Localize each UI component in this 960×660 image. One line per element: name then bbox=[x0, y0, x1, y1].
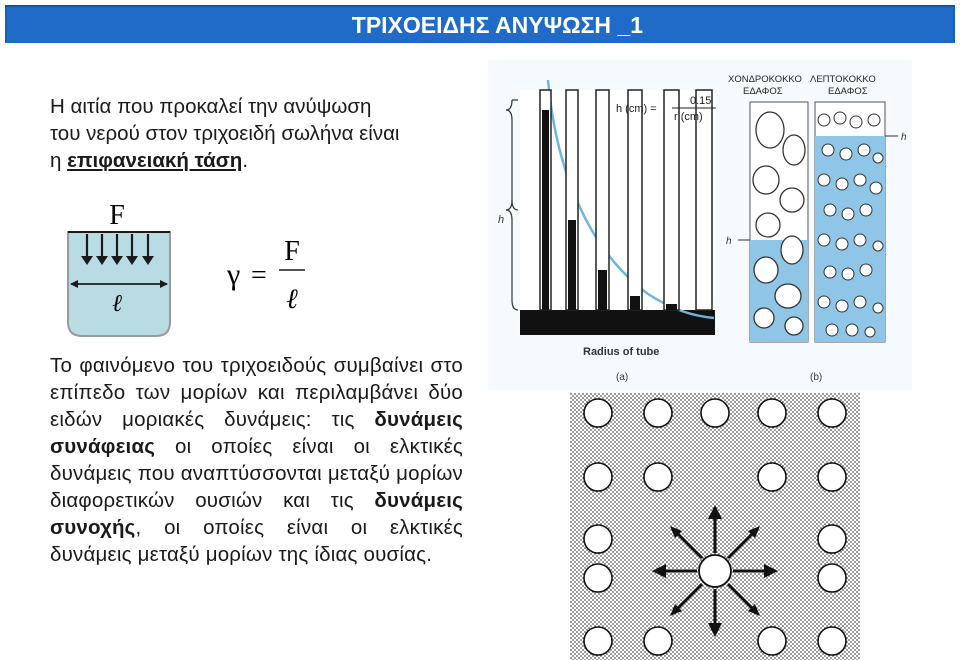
h-label-left: h bbox=[498, 214, 505, 226]
intro-line-2: του νερού στον τριχοειδή σωλήνα είναι bbox=[50, 122, 400, 145]
figure-formula-den: r (cm) bbox=[674, 111, 703, 123]
surface-tension-formula bbox=[215, 228, 325, 318]
body-paragraph: Το φαινόμενο του τριχοειδούς συμβαίνει στο επίπεδο των μορίων και περιλαμβάνει δύο ειδών μοριακές δυνάμεις: τις δυνάμεις συνάφειας οι οποίες είναι οι ελκτικές δυνάμεις που αναπτύσσονται μεταξύ μορίων διαφορετικών ουσιών και τις δυνάμεις συνοχής, οι οποίες είναι οι ελκτικές δυνάμεις μεταξύ μορίων της ίδιας ουσίας. bbox=[50, 354, 463, 566]
radius-axis-label: Radius of tube bbox=[583, 346, 660, 358]
formula-denominator: ℓ bbox=[286, 284, 298, 315]
figure-formula-num: 0.15 bbox=[690, 95, 712, 107]
coarse-soil-label-2: ΕΔΑΦΟΣ bbox=[743, 86, 783, 97]
formula-numerator: F bbox=[284, 236, 300, 267]
coarse-soil-label: ΧΟΝΔΡΟΚΟΚΚΟ bbox=[728, 74, 802, 85]
figure-formula-lhs: h (cm) = bbox=[616, 103, 657, 115]
h-label-coarse: h bbox=[726, 236, 732, 247]
surface-tension-term: επιφανειακή τάση bbox=[67, 149, 243, 172]
capillary-soil-figure bbox=[488, 60, 912, 390]
fine-soil-label-2: ΕΔΑΦΟΣ bbox=[828, 86, 868, 97]
central-molecule bbox=[699, 555, 731, 587]
fine-soil-label: ΛΕΠΤΟΚΟΚΚΟ bbox=[810, 74, 876, 85]
surface-force-diagram bbox=[65, 196, 175, 342]
cohesion-forces-term: δυνάμεις συνοχής bbox=[50, 489, 463, 539]
panel-b-label: (b) bbox=[810, 372, 823, 383]
molecular-forces-figure bbox=[570, 393, 860, 660]
adhesion-forces-term: δυνάμεις συνάφειας bbox=[50, 408, 463, 458]
formula-equals: = bbox=[251, 260, 267, 291]
length-label: ℓ bbox=[112, 291, 122, 317]
formula-lhs: γ bbox=[227, 258, 241, 291]
water-reservoir bbox=[520, 310, 715, 335]
title-bar bbox=[5, 5, 955, 43]
intro-line-3: η επιφανειακή τάση. bbox=[50, 149, 249, 172]
h-label-fine: h bbox=[901, 132, 907, 143]
intro-text bbox=[50, 93, 468, 174]
force-label: F bbox=[109, 200, 125, 231]
intro-line-1: Η αιτία που προκαλεί την ανύψωση bbox=[50, 95, 372, 118]
slide-title: ΤΡΙΧΟΕΙΔΗΣ ΑΝΥΨΩΣΗ _1 bbox=[351, 12, 643, 38]
panel-a-label: (a) bbox=[616, 372, 629, 383]
